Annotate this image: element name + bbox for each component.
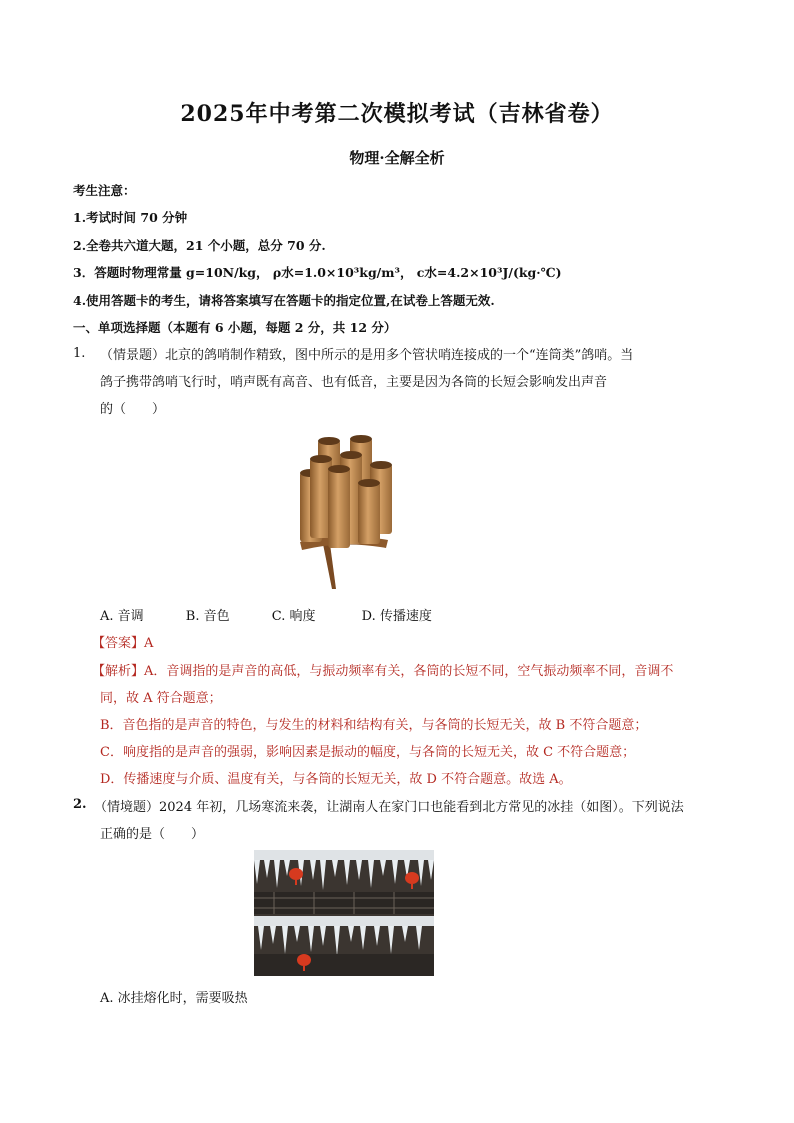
icicles-photo — [254, 850, 434, 976]
analysis-line-2: 同，故 A 符合题意； — [100, 691, 222, 706]
question-2-option-a[interactable]: A. 冰挂熔化时，需要吸热 — [100, 991, 248, 1006]
question-number-2: 2. — [73, 797, 87, 812]
question-1-line-3: 的（ ） — [100, 402, 166, 417]
option-b[interactable]: B. 音色 — [185, 609, 230, 624]
notes-heading: 考生注意： — [73, 183, 136, 198]
analysis-line-4: C．响度指的是声音的强弱，影响因素是振动的幅度，与各筒的长短无关，故 C 不符合题意； — [100, 745, 636, 760]
page-subtitle: 物理·全解全析 — [349, 149, 445, 167]
answer-label: 【答案】A — [92, 636, 154, 651]
note-item-2: 2.全卷共六道大题，21 个小题，总分 70 分. — [73, 238, 326, 253]
question-2-line-1: （情境题）2024 年初，几场寒流来袭，让湖南人在家门口也能看到北方常见的冰挂（如图）。下列说法 — [94, 800, 684, 815]
section-heading: 一、单项选择题（本题有 6 小题，每题 2 分，共 12 分） — [73, 320, 397, 335]
note-item-3: 3．答题时物理常量 g=10N/kg， ρ水=1.0×10³kg/m³， c水=4.2×10³J/(kg·℃) — [73, 265, 562, 280]
question-2-line-2: 正确的是（ ） — [100, 827, 205, 842]
option-a[interactable]: A. 音调 — [100, 609, 144, 624]
analysis-line-5: D．传播速度与介质、温度有关，与各筒的长短无关，故 D 不符合题意。故选 A。 — [100, 772, 572, 787]
pigeon-whistle-image — [288, 434, 408, 594]
option-d[interactable]: D. 传播速度 — [361, 609, 432, 624]
analysis-line-3: B．音色指的是声音的特色，与发生的材料和结构有关，与各筒的长短无关，故 B 不符合题意； — [100, 718, 648, 733]
page-title: 2025年中考第二次模拟考试（吉林省卷） — [180, 101, 614, 127]
option-c[interactable]: C. 响度 — [271, 609, 316, 624]
note-item-4: 4.使用答题卡的考生，请将答案填写在答题卡的指定位置,在试卷上答题无效. — [73, 293, 495, 308]
question-1-line-1: （情景题）北京的鸽哨制作精致，图中所示的是用多个管状哨连接成的一个“连筒类”鸽哨。当 — [100, 348, 634, 363]
note-item-1: 1.考试时间 70 分钟 — [73, 210, 188, 225]
question-number-1: 1. — [73, 346, 86, 361]
question-1-line-2: 鸽子携带鸽哨飞行时，哨声既有高音、也有低音，主要是因为各筒的长短会影响发出声音 — [100, 375, 608, 390]
question-1-options — [100, 605, 470, 624]
analysis-line-1: 【解析】A．音调指的是声音的高低，与振动频率有关，各筒的长短不同，空气振动频率不同，音调不 — [92, 664, 674, 679]
